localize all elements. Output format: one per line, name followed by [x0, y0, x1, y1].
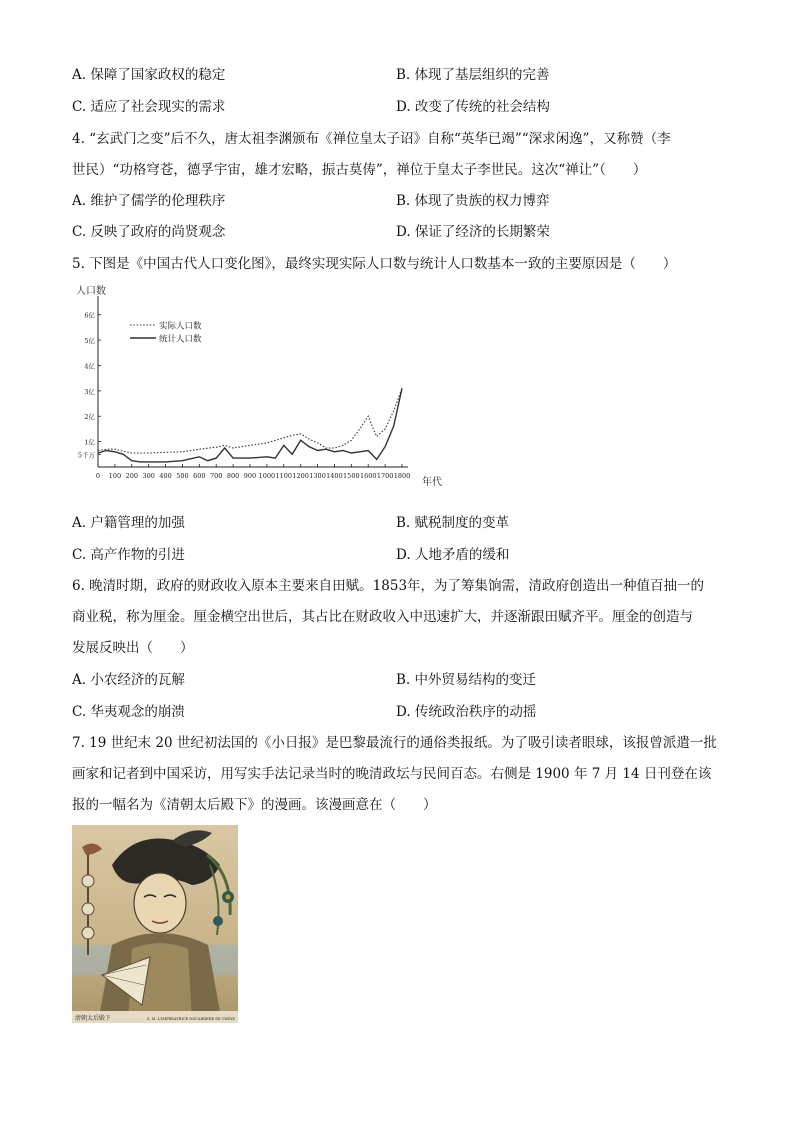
q3-option-d: D. 改变了传统的社会结构	[396, 99, 550, 115]
x-tick-label: 900	[243, 472, 257, 480]
q5-option-c: C. 高产作物的引进	[72, 547, 185, 563]
q5-option-d: D. 人地矛盾的缓和	[396, 547, 510, 563]
q4-option-a: A. 维护了儒学的伦理秩序	[72, 193, 226, 209]
q5-option-b: B. 赋税制度的变革	[396, 515, 510, 531]
q6-stem-line2: 商业税，称为厘金。厘金横空出世后，其占比在财政收入中迅速扩大，并逐渐跟田赋齐平。厘金的创造与	[72, 609, 693, 625]
q4-stem-line1: 4. “玄武门之变”后不久，唐太祖李渊颁布《禅位皇太子诏》自称“英华已竭”“深求闲逸”，又称赞（李	[72, 131, 671, 147]
x-tick-label: 700	[210, 472, 223, 480]
x-axis-title: 年代	[422, 477, 442, 488]
y-tick-label: 5千万	[77, 451, 95, 460]
q5-option-a: A. 户籍管理的加强	[72, 515, 185, 531]
x-tick-label: 1800	[393, 472, 411, 480]
x-tick-label: 1000	[258, 472, 276, 480]
x-tick-label: 100	[108, 472, 122, 480]
q4-option-c: C. 反映了政府的尚贤观念	[72, 224, 226, 240]
x-tick-label: 200	[125, 472, 138, 480]
q6-stem-line1: 6. 晚清时期，政府的财政收入原本主要来自田赋。1853年，为了筹集饷需，清政府创造出一种值百抽一的	[72, 578, 705, 594]
series-line-1	[98, 388, 402, 453]
q7-stem-line1: 7. 19 世纪末 20 世纪初法国的《小日报》是巴黎最流行的通俗类报纸。为了吸引读者眼球，该报曾派遣一批	[72, 735, 717, 751]
legend-label-1: 实际人口数	[159, 321, 202, 332]
q6-stem-line3: 发展反映出（ ）	[72, 640, 194, 656]
y-tick-label: 4亿	[84, 362, 95, 371]
q7-stem-line2: 画家和记者到中国采访，用写实手法记录当时的晚清政坛与民间百态。右侧是 1900 年 7 月 14 日刊登在该	[72, 766, 712, 782]
q4-option-d: D. 保证了经济的长期繁荣	[396, 224, 550, 240]
y-tick-label: 3亿	[84, 387, 95, 396]
q6-option-a: A. 小农经济的瓦解	[72, 672, 185, 688]
y-tick-label: 5亿	[84, 337, 95, 346]
y-tick-label: 2亿	[84, 413, 95, 422]
series-line-2	[98, 388, 402, 462]
x-tick-label: 1600	[359, 472, 377, 480]
q6-option-b: B. 中外贸易结构的变迁	[396, 672, 537, 688]
q7-stem-line3: 报的一幅名为《清朝太后殿下》的漫画。该漫画意在（ ）	[72, 797, 437, 813]
q4-stem-line2: 世民）“功格穹苍，德孚宇宙，雄才宏略，振古莫俦”，禅位于皇太子李世民。这次“禅让”（ ）	[72, 162, 647, 178]
x-tick-label: 1400	[326, 472, 343, 480]
legend-label-2: 统计人口数	[159, 334, 202, 345]
x-tick-label: 800	[226, 472, 240, 480]
q4-option-b: B. 体现了贵族的权力博弈	[396, 193, 550, 209]
q3-option-b: B. 体现了基层组织的完善	[396, 67, 550, 83]
x-tick-label: 1700	[376, 472, 394, 480]
y-tick-label: 6亿	[84, 311, 95, 320]
empress-dowager-cartoon	[72, 825, 238, 1023]
q3-option-a: A. 保障了国家政权的稳定	[72, 67, 226, 83]
cartoon-caption-right: S. M. L'IMPERATRICE DOUAIRIERE DE CHINE	[147, 1017, 235, 1021]
x-tick-label: 500	[176, 472, 189, 480]
q5-stem: 5. 下图是《中国古代人口变化图》，最终实现实际人口数与统计人口数基本一致的主要原因是（ ）	[72, 256, 677, 272]
x-tick-label: 1100	[275, 472, 293, 480]
y-axis-title: 人口数	[76, 286, 106, 297]
cartoon-caption-left: 清朝太后殿下	[75, 1015, 112, 1022]
x-tick-label: 0	[95, 472, 101, 480]
x-tick-label: 400	[159, 472, 172, 480]
x-tick-label: 1200	[292, 472, 309, 480]
q3-option-c: C. 适应了社会现实的需求	[72, 99, 226, 115]
x-tick-label: 300	[142, 472, 155, 480]
x-tick-label: 1500	[343, 472, 360, 480]
q6-option-d: D. 传统政治秩序的动摇	[396, 704, 537, 720]
x-tick-label: 1300	[309, 472, 326, 480]
population-chart	[72, 280, 442, 500]
y-tick-label: 1亿	[84, 438, 95, 447]
x-tick-label: 600	[193, 472, 206, 480]
q6-option-c: C. 华夷观念的崩溃	[72, 704, 185, 720]
